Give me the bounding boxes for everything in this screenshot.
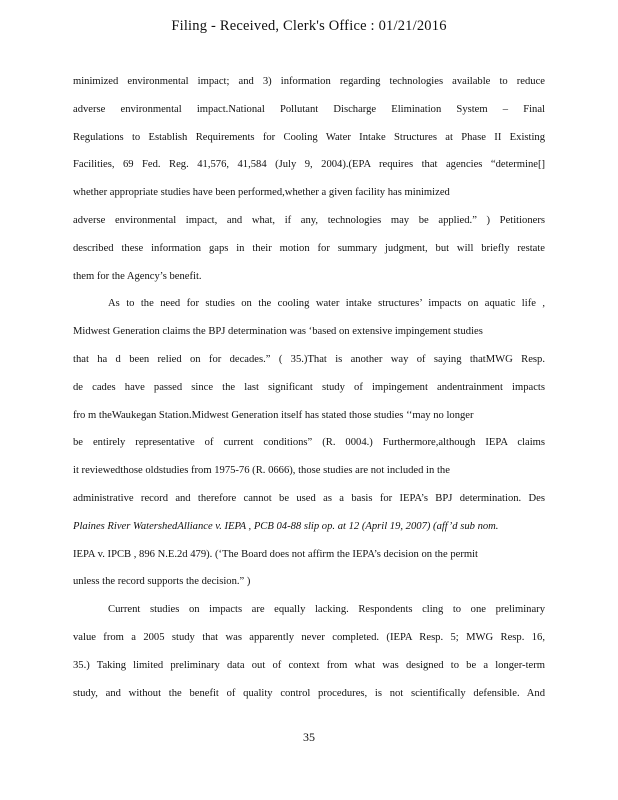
document-body — [73, 68, 545, 707]
text-line: fro m theWaukegan Station.Midwest Generation itself has stated those studies ‘‘may no longer — [73, 409, 474, 421]
filing-header: Filing - Received, Clerk's Office : 01/21/2016 — [171, 18, 447, 34]
text-line: IEPA v. IPCB , 896 N.E.2d 479). (‘The Board does not affirm the IEPA’s decision on the permit — [73, 548, 478, 560]
text-line: study, and without the benefit of quality control procedures, is not scientifically defensible. And — [73, 687, 545, 699]
text-line: unless the record supports the decision.” ) — [73, 576, 251, 588]
text-line: adverse environmental impact, and what, if any, technologies may be applied.” ) Petitioners — [73, 214, 545, 226]
text-line: them for the Agency’s benefit. — [73, 270, 202, 282]
text-line: be entirely representative of current conditions” (R. 0004.) Furthermore,although IEPA claims — [73, 437, 545, 449]
text-line: that ha d been relied on for decades.” ( 35.)That is another way of saying thatMWG Resp. — [73, 353, 545, 365]
text-line: Plaines River WatershedAlliance v. IEPA , PCB 04-88 slip op. at 12 (April 19, 2007) (aff’d sub nom. — [73, 520, 499, 532]
text-line: 35.) Taking limited preliminary data out of context from what was designed to be a longer-term — [73, 659, 545, 671]
text-line: value from a 2005 study that was apparently never completed. (IEPA Resp. 5; MWG Resp. 16, — [73, 631, 545, 643]
text-line: Regulations to Establish Requirements for Cooling Water Intake Structures at Phase II Existing — [73, 131, 545, 143]
text-line: described these information gaps in their motion for summary judgment, but will briefly restate — [73, 242, 545, 254]
page-number: 35 — [303, 730, 315, 744]
text-line: Facilities, 69 Fed. Reg. 41,576, 41,584 (July 9, 2004).(EPA requires that agencies “determine[] — [73, 159, 545, 171]
text-line: administrative record and therefore cannot be used as a basis for IEPA’s BPJ determination. Des — [73, 492, 545, 504]
text-line: whether appropriate studies have been performed,whether a given facility has minimized — [73, 187, 450, 199]
text-line: minimized environmental impact; and 3) information regarding technologies available to reduce — [73, 76, 545, 87]
text-line: it reviewedthose oldstudies from 1975-76 (R. 0666), those studies are not included in the — [73, 465, 450, 477]
text-line: Current studies on impacts are equally lacking. Respondents cling to one preliminary — [108, 604, 545, 616]
text-line: adverse environmental impact.National Pollutant Discharge Elimination System – Final — [73, 103, 545, 115]
text-line: de cades have passed since the last significant study of impingement andentrainment impacts — [73, 381, 545, 393]
text-line: As to the need for studies on the cooling water intake structures’ impacts on aquatic life , — [108, 298, 545, 310]
text-line: Midwest Generation claims the BPJ determination was ‘based on extensive impingement studies — [73, 326, 483, 338]
